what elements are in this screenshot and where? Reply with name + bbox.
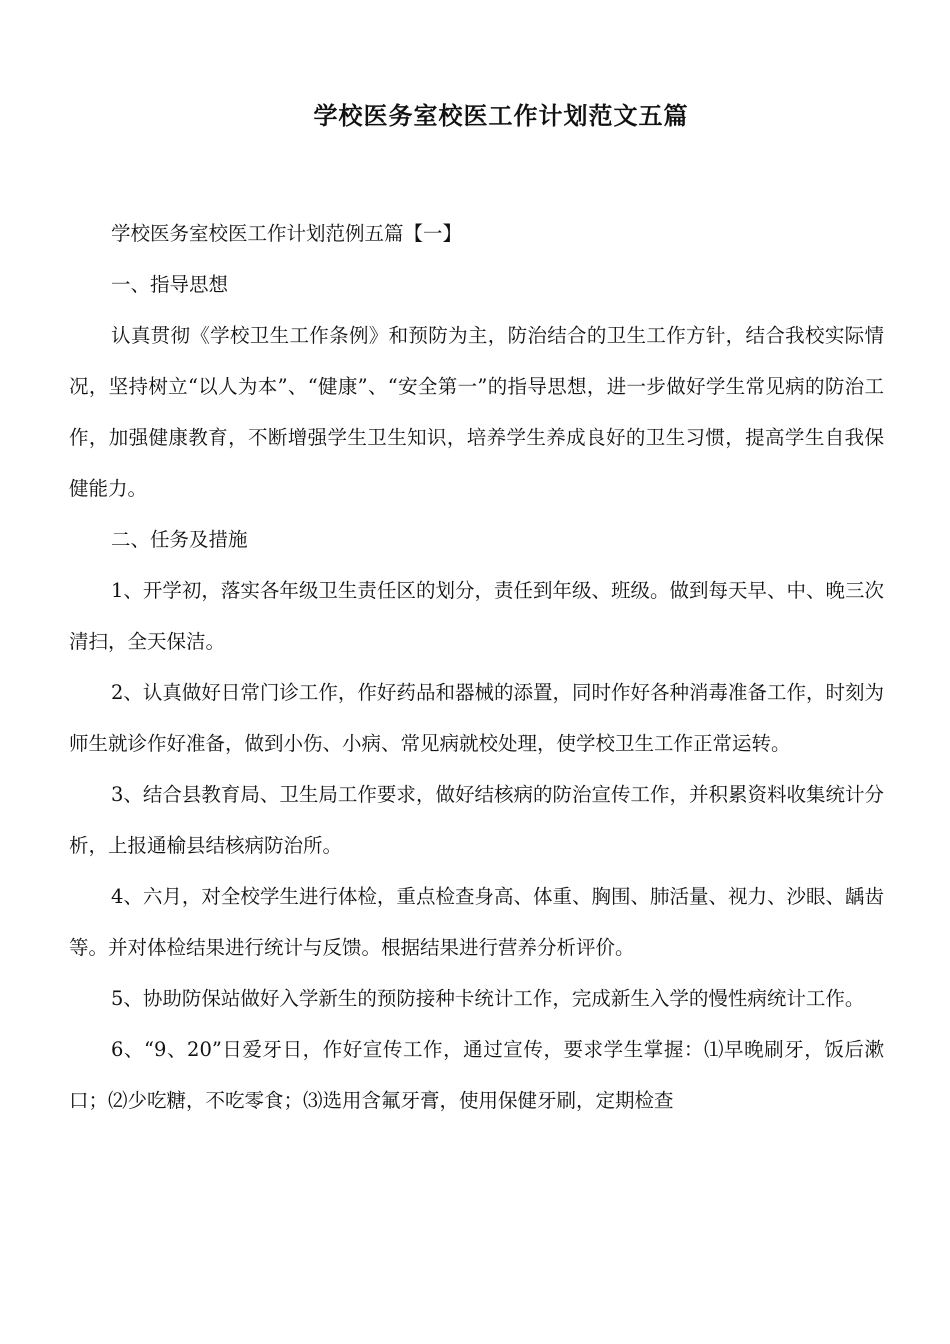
list-item: 3、结合县教育局、卫生局工作要求，做好结核病的防治宣传工作，并积累资料收集统计分析，上报通榆县结核病防治所。 <box>69 783 884 857</box>
list-item: 5、协助防保站做好入学新生的预防接种卡统计工作，完成新生入学的慢性病统计工作。 <box>111 987 865 1010</box>
subheading-tasks-measures: 二、任务及措施 <box>111 528 248 551</box>
list-item: 4、六月，对全校学生进行体检，重点检查身高、体重、胸围、肺活量、视力、沙眼、龋齿等。并对体检结果进行统计与反馈。根据结果进行营养分析评价。 <box>69 885 884 959</box>
subheading-guiding-ideology: 一、指导思想 <box>111 273 229 296</box>
document-body <box>69 208 884 1126</box>
paragraph: 认真贯彻《学校卫生工作条例》和预防为主，防治结合的卫生工作方针，结合我校实际情况，坚持树立“以人为本”、“健康”、“安全第一”的指导思想，进一步做好学生常见病的防治工作，加强健康教育，不断增强学生卫生知识，培养学生养成良好的卫生习惯，提高学生自我保健能力。 <box>69 324 884 500</box>
document-title: 学校医务室校医工作计划范文五篇 <box>313 101 689 130</box>
section-heading: 学校医务室校医工作计划范例五篇【一】 <box>111 222 463 245</box>
list-item: 1、开学初，落实各年级卫生责任区的划分，责任到年级、班级。做到每天早、中、晚三次清扫，全天保洁。 <box>69 579 884 653</box>
list-item: 2、认真做好日常门诊工作，作好药品和器械的添置，同时作好各种消毒准备工作，时刻为师生就诊作好准备，做到小伤、小病、常见病就校处理，使学校卫生工作正常运转。 <box>69 681 884 755</box>
list-item: 6、“9、20”日爱牙日，作好宣传工作，通过宣传，要求学生掌握：⑴早晚刷牙，饭后漱口；⑵少吃糖，不吃零食；⑶选用含氟牙膏，使用保健牙刷，定期检查 <box>69 1038 884 1112</box>
